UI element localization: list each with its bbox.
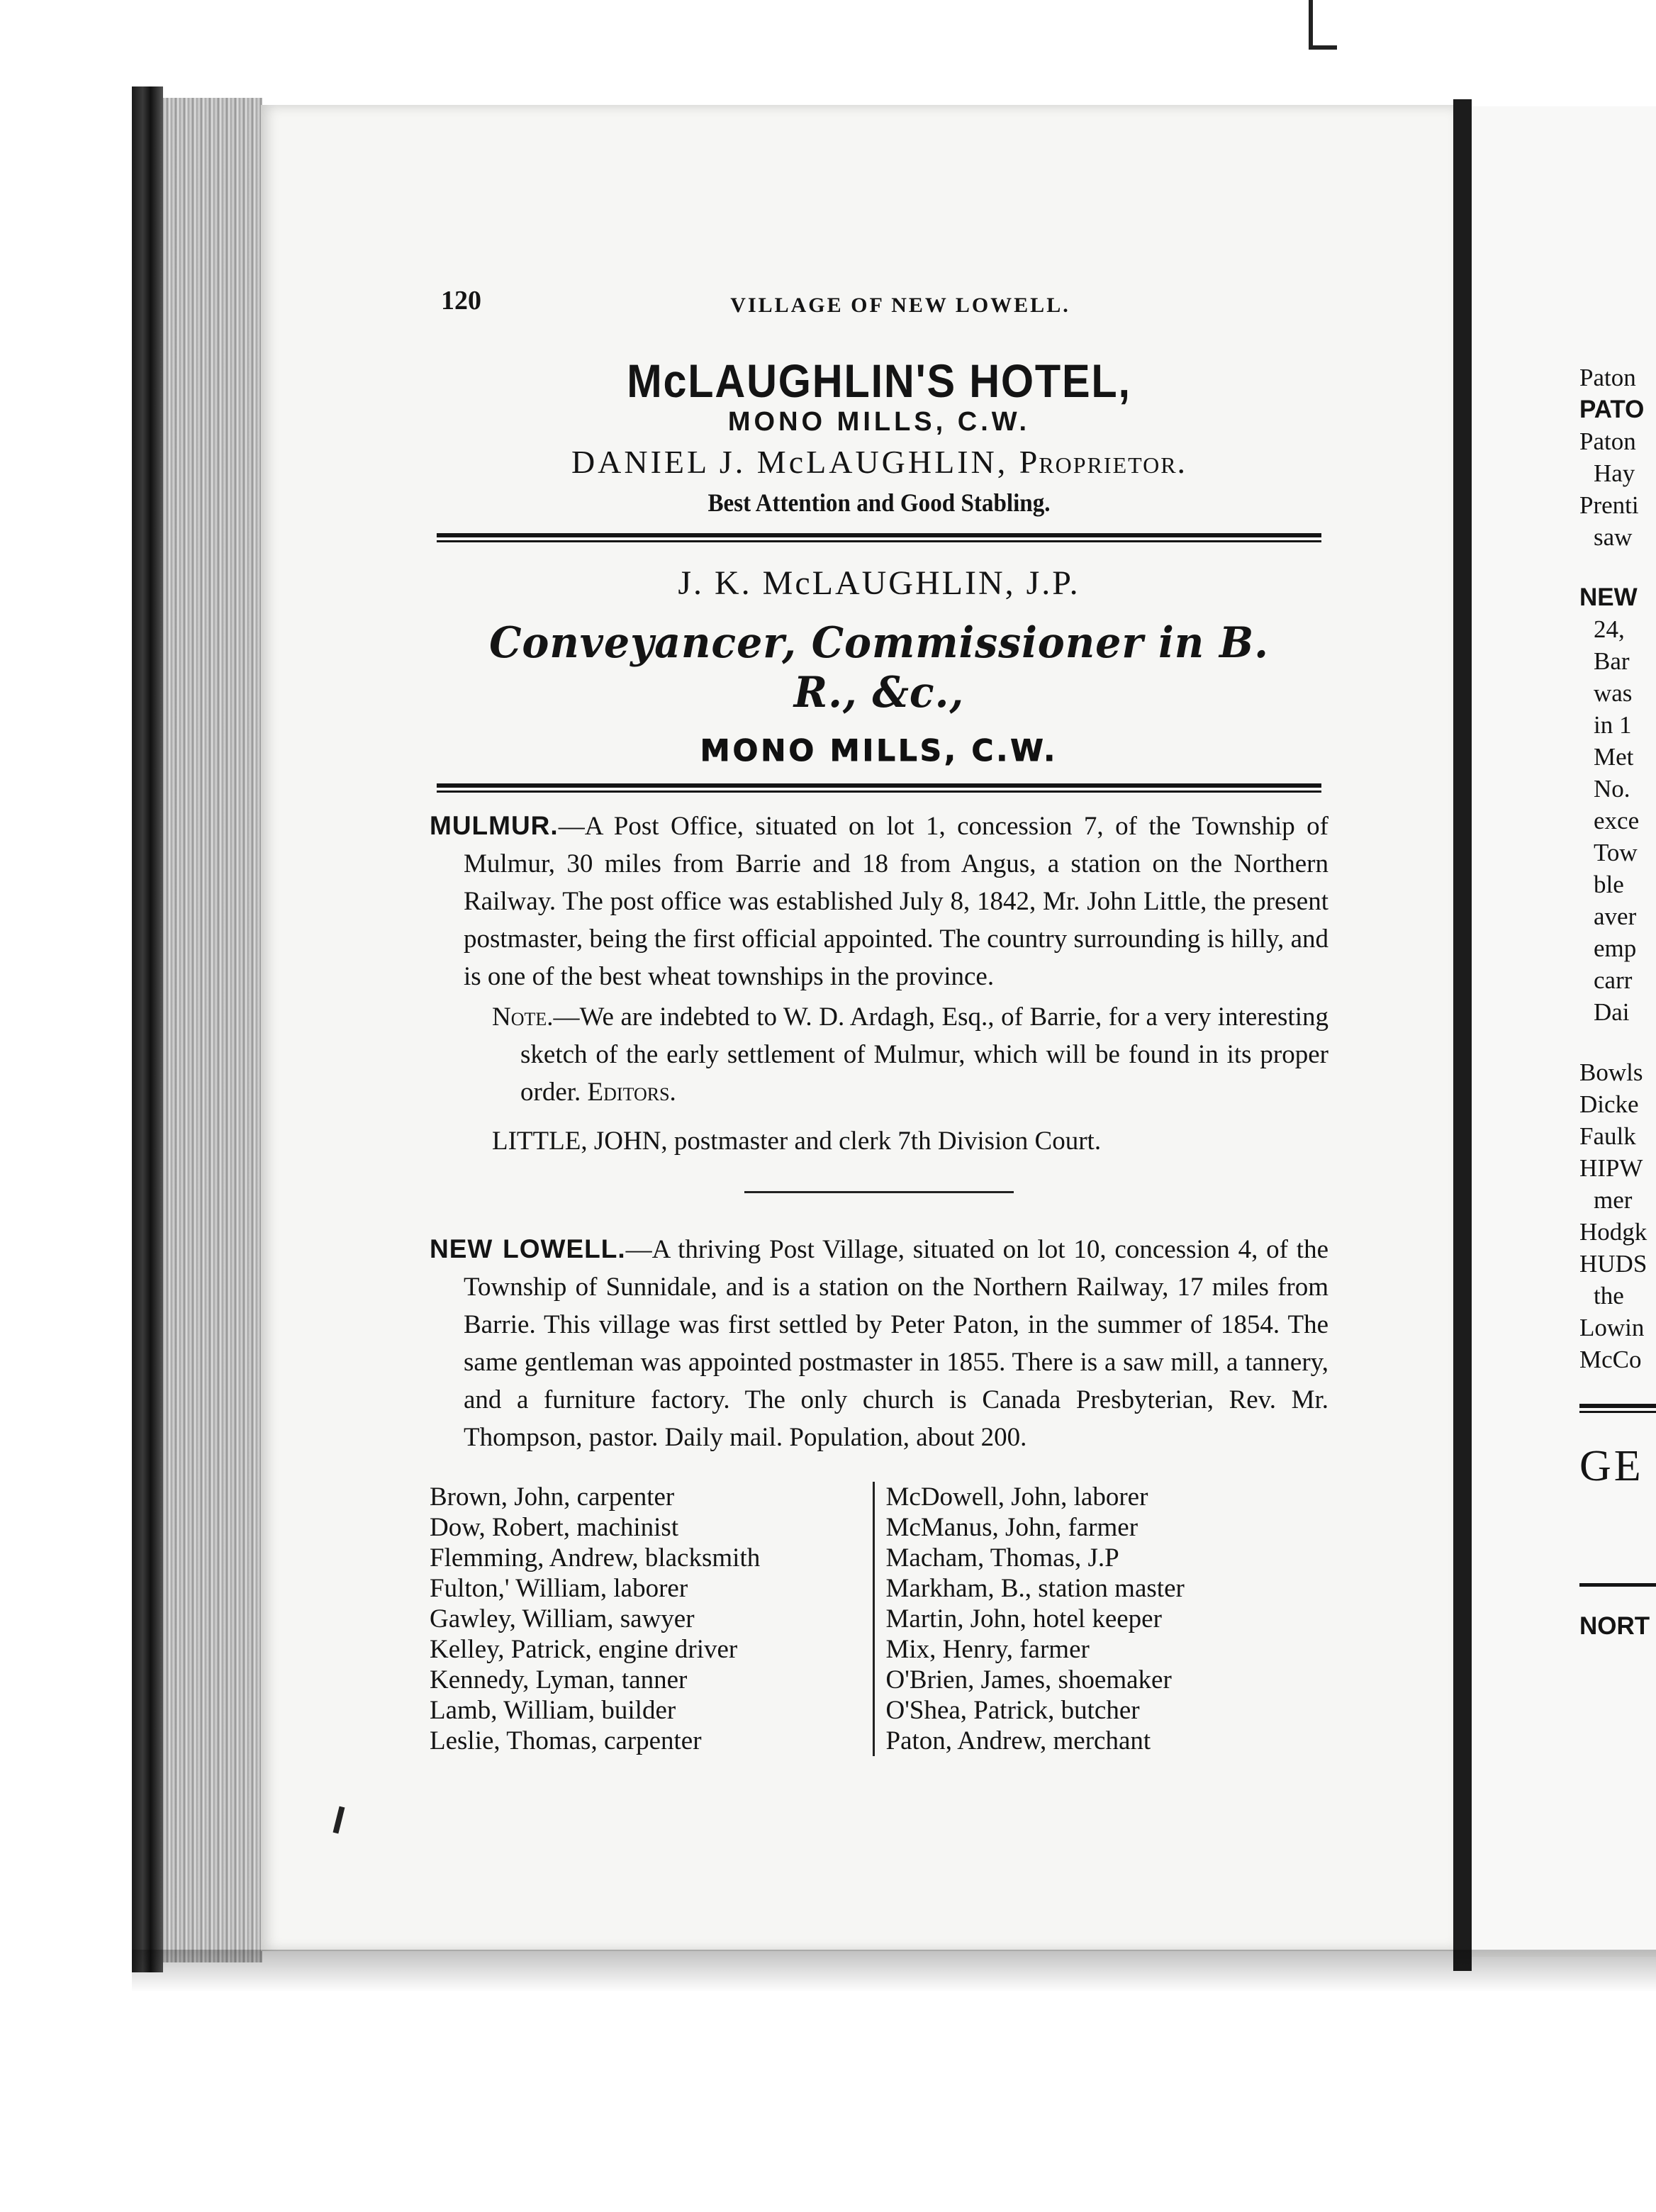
directory-entry: Macham, Thomas, J.P [885, 1543, 1119, 1573]
right-page-line: Met [1594, 743, 1634, 771]
conveyancer-name: J. K. McLAUGHLIN, J.P. [678, 564, 1080, 602]
right-page-heading: NEW [1579, 583, 1638, 611]
right-page-line: Faulk [1579, 1122, 1636, 1150]
mulmur-text: —A Post Office, situated on lot 1, concession 7, of the Township of Mulmur, 30 miles from Barrie and 18 from Angus, a station on the Northern Railway. The post office was established July 8, 1842, Mr. John Little, the present postmaster, being the first official appointed. The country surrounding is hilly, and is one of the best wheat townships in the province. [464, 812, 1328, 991]
directory-entry: Flemming, Andrew, blacksmith [430, 1543, 761, 1573]
page-content [430, 284, 1328, 1756]
book-gutter [1453, 99, 1472, 1971]
right-page-line: HUDS [1579, 1250, 1647, 1278]
conveyancer-location: MONO MILLS, C.W. [700, 733, 1058, 768]
directory-entry: Kelley, Patrick, engine driver [430, 1635, 738, 1664]
ad-bottom-rule [437, 783, 1321, 793]
new-lowell-paragraph [430, 1230, 1328, 1456]
directory-entry: O'Brien, James, shoemaker [885, 1665, 1172, 1694]
hotel-advertisement [430, 354, 1328, 518]
hotel-proprietor [430, 443, 1328, 481]
directory-entry: Mix, Henry, farmer [885, 1635, 1090, 1664]
note-text: —We are indebted to W. D. Ardagh, Esq., of Barrie, for a very interesting sketch of the early settlement of Mulmur, which will be found in its proper order. [520, 1002, 1328, 1107]
right-page-line: Paton [1579, 364, 1636, 391]
book-spine-edge [132, 86, 163, 1972]
new-lowell-text: —A thriving Post Village, situated on lot 10, concession 4, of the Township of Sunnidale, and is a station on the Northern Railway, 17 miles from Barrie. This village was first settled by Peter Paton, in the summer of 1854. The same gentleman was appointed postmaster in 1855. There is a saw mill, a tannery, and a furniture factory. The only church is Canada Presbyterian, Rev. Mr. Thompson, pastor. Daily mail. Population, about 200. [464, 1235, 1328, 1452]
right-page-partial-text [1579, 362, 1656, 1642]
right-page-line: Bar [1594, 647, 1630, 675]
directory-entry: Dow, Robert, machinist [430, 1513, 679, 1542]
right-page-line: aver [1594, 903, 1637, 930]
page-number: 120 [441, 286, 481, 315]
right-page-bottom-heading: NORT [1579, 1612, 1650, 1640]
right-page-line: 24, [1594, 615, 1625, 643]
new-lowell-heading: NEW LOWELL. [430, 1234, 626, 1263]
directory-entry: McManus, John, farmer [885, 1513, 1138, 1542]
new-lowell-directory [430, 1482, 1328, 1756]
right-page-line: No. [1594, 775, 1630, 803]
right-page-line: carr [1594, 966, 1633, 994]
directory-column-left [430, 1482, 873, 1756]
mulmur-paragraph [430, 807, 1328, 995]
proprietor-name: DANIEL J. McLAUGHLIN, [571, 444, 1009, 480]
right-page-large-heading: GE [1579, 1442, 1644, 1490]
directory-entry: Markham, B., station master [885, 1574, 1185, 1603]
running-head [430, 284, 1328, 326]
right-page-line: was [1594, 679, 1633, 707]
new-lowell-section [430, 1230, 1328, 1456]
directory-entry: Kennedy, Lyman, tanner [430, 1665, 688, 1694]
mulmur-section [430, 807, 1328, 1160]
directory-entry: Leslie, Thomas, carpenter [430, 1726, 702, 1755]
directory-entry: Brown, John, carpenter [430, 1482, 675, 1512]
conveyancer-advertisement [430, 564, 1328, 768]
right-page-line: Prenti [1579, 491, 1639, 519]
right-page-line: Hay [1594, 459, 1635, 487]
right-page-line: PATO [1579, 396, 1645, 423]
directory-entry: Martin, John, hotel keeper [885, 1604, 1162, 1633]
right-page-rule [1579, 1583, 1656, 1589]
right-page-gap [1579, 553, 1656, 581]
hotel-name: McLAUGHLIN'S HOTEL, [627, 354, 1131, 407]
right-page-line: Dicke [1579, 1090, 1639, 1118]
note-label: Note. [492, 1002, 554, 1032]
directory-entry: O'Shea, Patrick, butcher [885, 1696, 1140, 1725]
mulmur-note [430, 998, 1328, 1111]
right-page-line: McCo [1579, 1346, 1642, 1373]
directory-entry: Lamb, William, builder [430, 1696, 676, 1725]
right-page-rule [1579, 1404, 1656, 1413]
conveyancer-title: Conveyancer, Commissioner in B. R., &c., [489, 618, 1269, 717]
right-page-line: mer [1594, 1186, 1633, 1214]
right-page-line: Lowin [1579, 1314, 1645, 1341]
directory-entry: McDowell, John, laborer [885, 1482, 1148, 1512]
directory-entry: Paton, Andrew, merchant [885, 1726, 1151, 1755]
mulmur-directory-entry: LITTLE, JOHN, postmaster and clerk 7th Division Court. [492, 1127, 1102, 1156]
right-page-line: Tow [1594, 839, 1638, 866]
right-page-line: Bowls [1579, 1058, 1643, 1086]
page-bottom-shadow [132, 1950, 1656, 1992]
directory-entry: Gawley, William, sawyer [430, 1604, 695, 1633]
hotel-location: MONO MILLS, C.W. [727, 407, 1031, 437]
right-page-line: exce [1594, 807, 1640, 834]
right-page-line: Paton [1579, 428, 1636, 455]
right-page-line: in 1 [1594, 711, 1632, 739]
mulmur-heading: MULMUR. [430, 811, 559, 840]
ad-divider-rule [437, 533, 1321, 542]
hotel-tagline: Best Attention and Good Stabling. [707, 488, 1051, 517]
running-title: VILLAGE OF NEW LOWELL. [730, 294, 1070, 317]
right-page-line: the [1594, 1282, 1624, 1309]
proprietor-role: Proprietor. [1019, 444, 1187, 480]
right-page-line: emp [1594, 934, 1637, 962]
right-page-line: Dai [1594, 998, 1630, 1026]
right-page-line: ble [1594, 871, 1624, 898]
scan-corner-mark-horizontal [1309, 45, 1337, 50]
directory-column-right [873, 1482, 1329, 1756]
right-page-line: saw [1594, 523, 1633, 551]
scan-corner-mark [1309, 0, 1313, 50]
note-signature: Editors. [587, 1078, 676, 1107]
book-page-edges [163, 98, 262, 1962]
right-page-gap [1579, 1028, 1656, 1056]
right-page-line: HIPW [1579, 1154, 1643, 1182]
directory-entry: Fulton,' William, laborer [430, 1574, 688, 1603]
section-separator [744, 1191, 1014, 1193]
right-page-line: Hodgk [1579, 1218, 1647, 1246]
